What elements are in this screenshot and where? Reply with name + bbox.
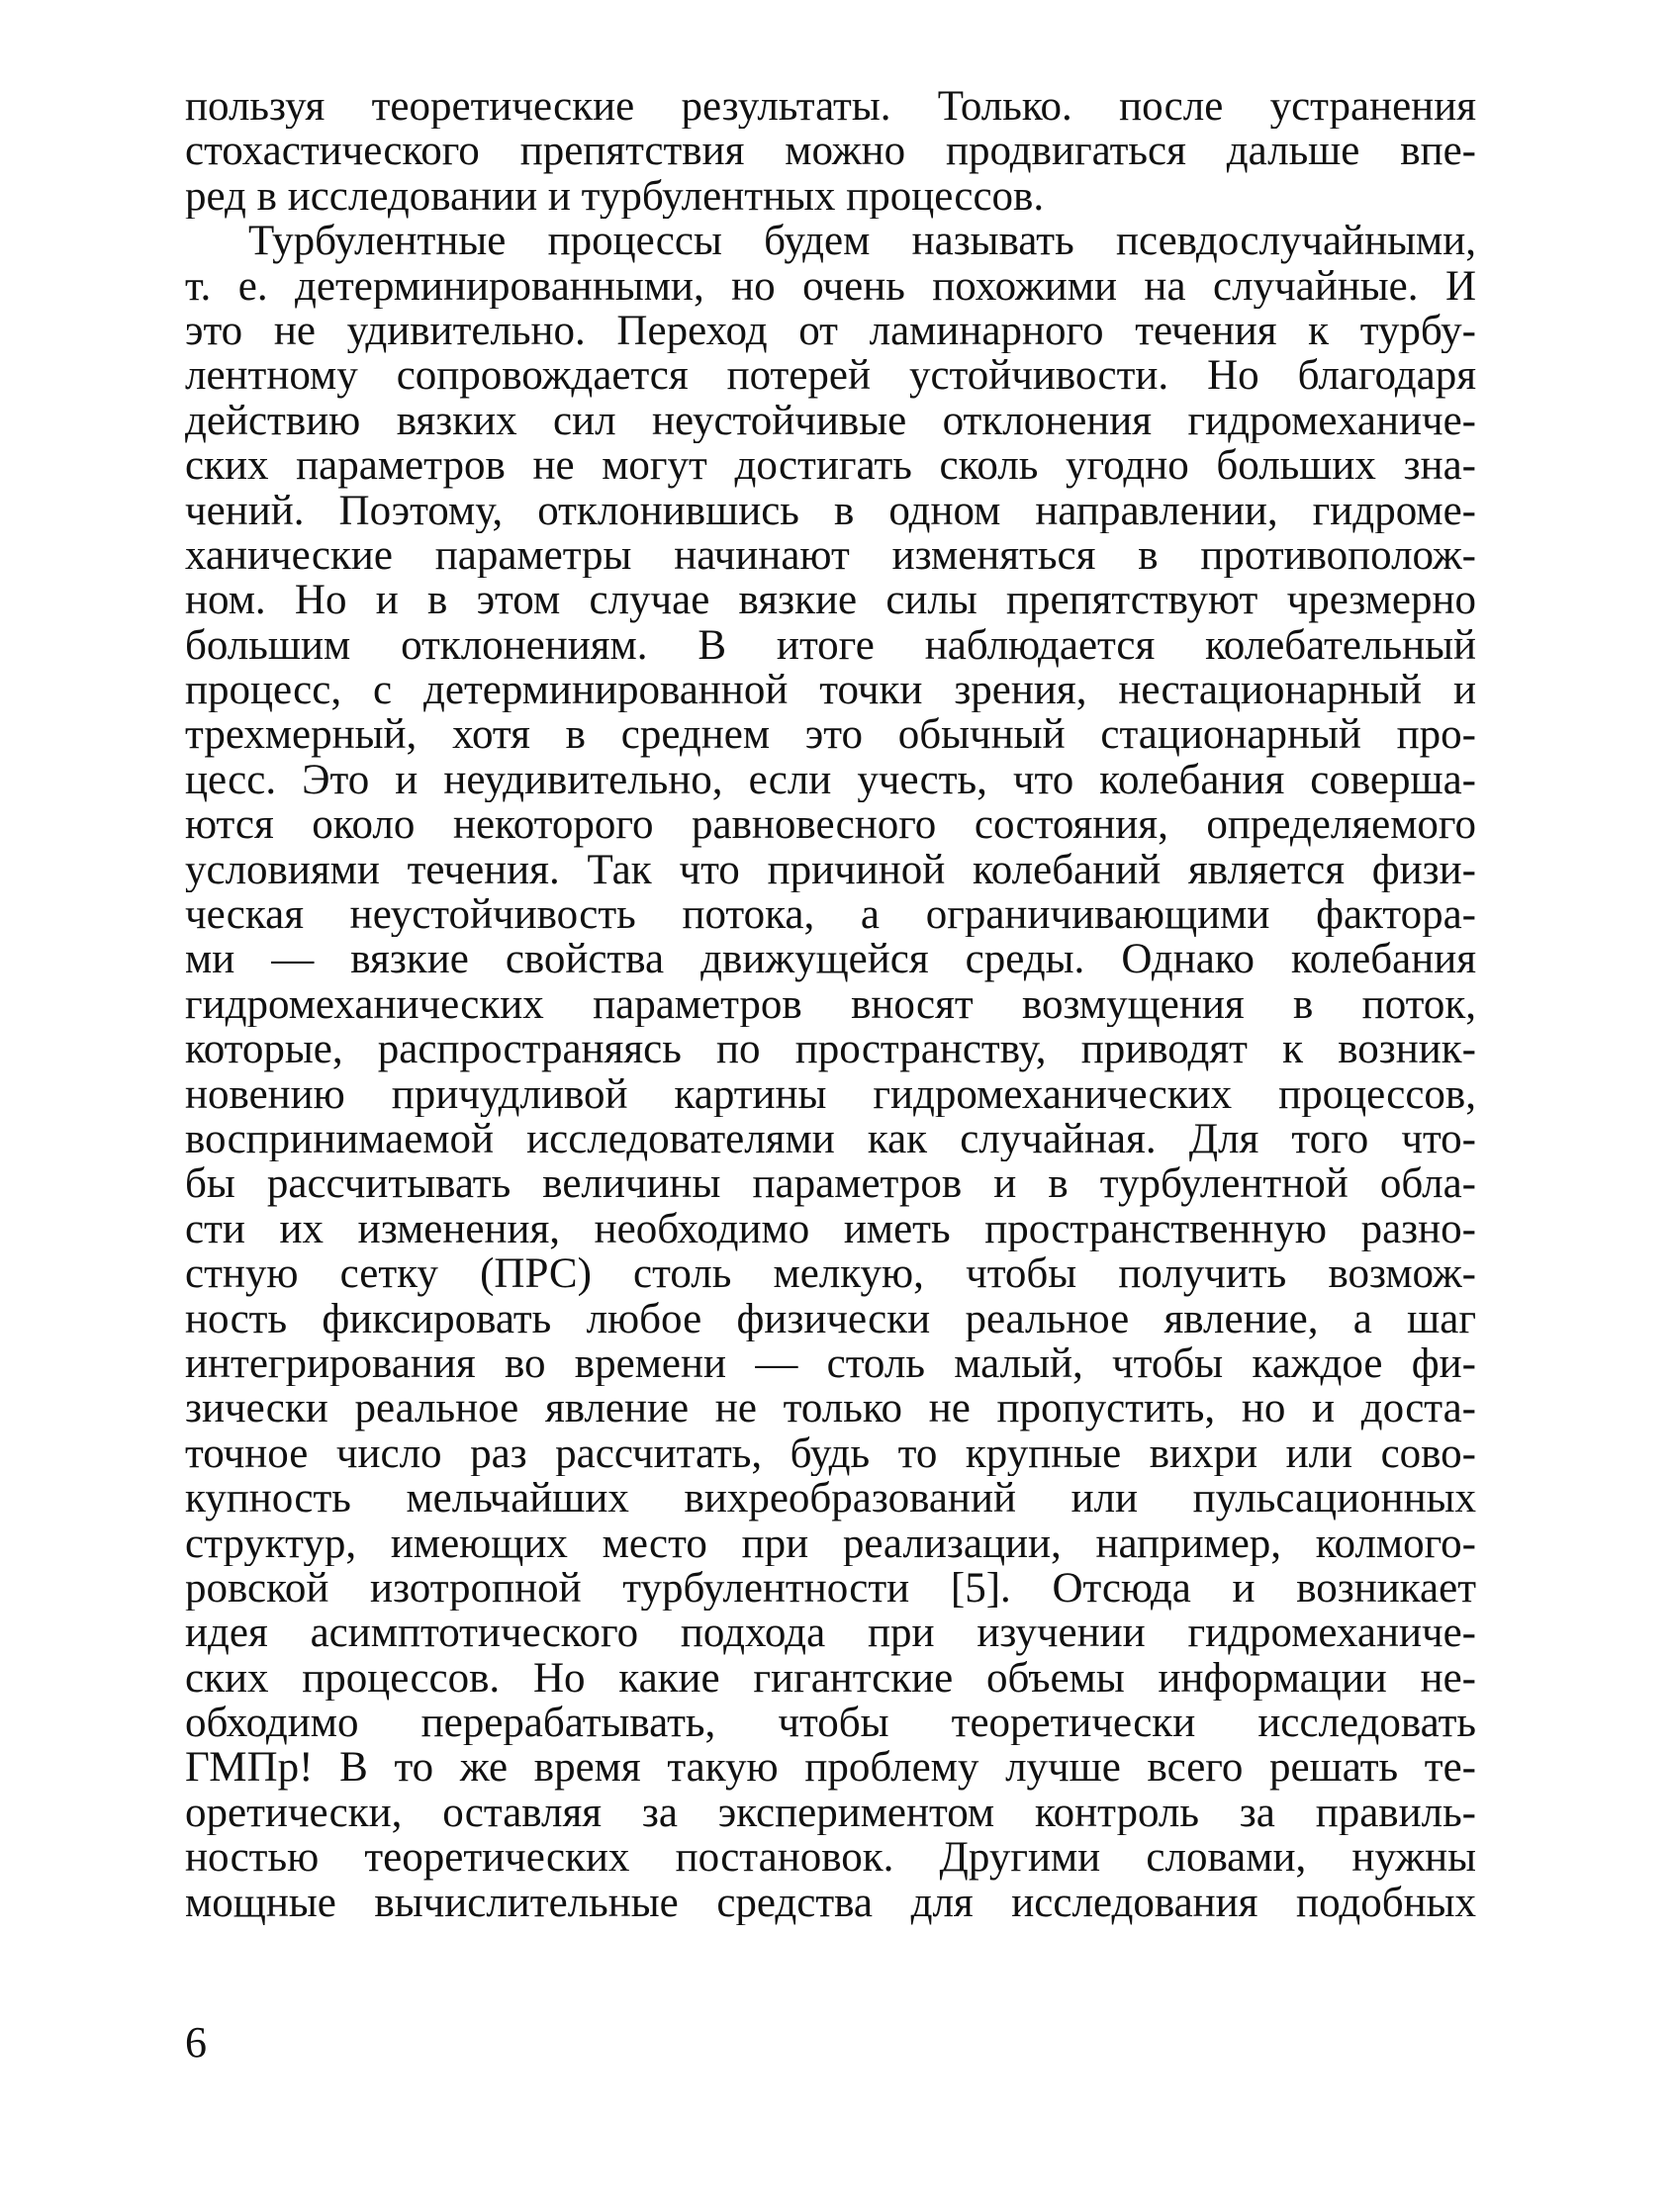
text-line: условиями течения. Так что причиной колебаний является физи- — [185, 847, 1476, 893]
text-line: оретически, оставляя за экспериментом контроль за правиль- — [185, 1790, 1476, 1836]
text-line: большим отклонениям. В итоге наблюдается колебательный — [185, 622, 1476, 669]
text-line: Турбулентные процессы будем называть псевдослучайными, — [248, 219, 1476, 264]
paragraph-1 — [185, 84, 1476, 219]
text-line: лентному сопровождается потерей устойчивости. Но благодаря — [185, 353, 1476, 399]
text-line: ностью теоретических постановок. Другими словами, нужны — [185, 1835, 1476, 1881]
text-line: обходимо перерабатывать, чтобы теоретически исследовать — [185, 1701, 1476, 1746]
text-line: новению причудливой картины гидромеханических процессов, — [185, 1071, 1476, 1117]
page-number: 6 — [185, 2018, 207, 2067]
text-line: ность фиксировать любое физически реальное явление, а шаг — [185, 1296, 1476, 1341]
text-line: пользуя теоретические результаты. Только. после устранения — [185, 84, 1476, 130]
text-line: ми — вязкие свойства движущейся среды. Однако колебания — [185, 937, 1476, 982]
text-line: гидромеханических параметров вносят возмущения в поток, — [185, 981, 1476, 1028]
text-line: ских параметров не могут достигать сколь угодно больших зна- — [185, 443, 1476, 489]
text-line: зически реальное явление не только не пропустить, но и доста- — [185, 1386, 1476, 1431]
text-line: ются около некоторого равновесного состояния, определяемого — [185, 802, 1476, 848]
text-line: это не удивительно. Переход от ламинарного течения к турбу- — [185, 308, 1476, 354]
text-line: ханические параметры начинают изменяться в противополож- — [185, 532, 1476, 579]
text-line: действию вязких сил неустойчивые отклонения гидромеханиче- — [185, 398, 1476, 444]
text-line: чений. Поэтому, отклонившись в одном направлении, гидроме- — [185, 488, 1476, 533]
text-line: ских процессов. Но какие гигантские объемы информации не- — [185, 1655, 1476, 1702]
text-line: ном. Но и в этом случае вязкие силы препятствуют чрезмерно — [185, 578, 1476, 623]
text-line: цесс. Это и неудивительно, если учесть, что колебания соверша- — [185, 757, 1476, 803]
text-line: ГМПр! В то же время такую проблему лучше всего решать те- — [185, 1745, 1476, 1791]
text-line: сти их изменения, необходимо иметь пространственную разно- — [185, 1206, 1476, 1252]
text-line: структур, имеющих место при реализации, например, колмого- — [185, 1521, 1476, 1566]
paragraph-2 — [185, 219, 1476, 1925]
text-line: мощные вычислительные средства для исследования подобных — [185, 1880, 1476, 1926]
text-line: т. е. детерминированными, но очень похожими на случайные. И — [185, 263, 1476, 309]
body-text — [185, 84, 1476, 1925]
text-line: воспринимаемой исследователями как случайная. Для того что- — [185, 1116, 1476, 1162]
text-line: точное число раз рассчитать, будь то крупные вихри или сово- — [185, 1430, 1476, 1477]
text-line: стохастического препятствия можно продвигаться дальше впе- — [185, 129, 1476, 174]
text-line: интегрирования во времени — столь малый, чтобы каждое фи- — [185, 1340, 1476, 1387]
text-line: которые, распространяясь по пространству, приводят к возник- — [185, 1027, 1476, 1072]
text-line: бы рассчитывать величины параметров и в турбулентной обла- — [185, 1161, 1476, 1207]
text-line: ровской изотропной турбулентности [5]. Отсюда и возникает — [185, 1565, 1476, 1612]
text-line: идея асимптотического подхода при изучении гидромеханиче- — [185, 1611, 1476, 1656]
text-line: купность мельчайших вихреобразований или пульсационных — [185, 1476, 1476, 1521]
text-line: ческая неустойчивость потока, а ограничивающими фактора- — [185, 892, 1476, 938]
text-line: ред в исследовании и турбулентных процессов. — [185, 173, 1045, 220]
text-line: стную сетку (ПРС) столь мелкую, чтобы получить возмож- — [185, 1251, 1476, 1297]
text-line: процесс, с детерминированной точки зрения, нестационарный и — [185, 668, 1476, 713]
text-line: трехмерный, хотя в среднем это обычный стационарный про- — [185, 712, 1476, 758]
